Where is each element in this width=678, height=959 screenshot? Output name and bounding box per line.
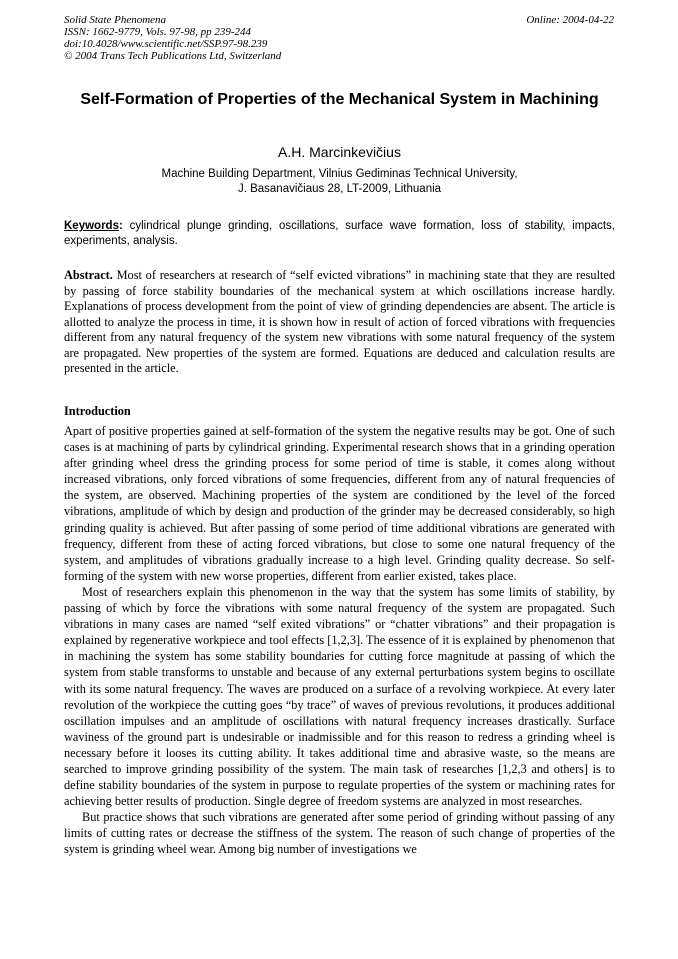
affiliation-line-2: J. Basanavičiaus 28, LT-2009, Lithuania	[237, 183, 442, 195]
abstract-text: Most of researchers at research of “self evicted vibrations” in machining state that they are resulted by passing of force stability boundaries of the mechanical system at which oscillations increase hardly. Explanations of process development from the point of view of grinding dependencies are absent. The article is allotted to analyze the process in time, it is shown how in result of action of forced vibrations with frequencies different from any natural frequency of the system new vibrations with some natural frequency of the system are propagated. New properties of the system are formed. Equations are deduced and calculation results are presented in the article.	[64, 268, 616, 375]
paper-title: Self-Formation of Properties of the Mechanical System in Machining	[80, 91, 599, 108]
introduction-paragraph-2: Most of researchers explain this phenomenon in the way that the system has some limits of stability, by passing of which by force the vibrations with some natural frequency of the system are propagated. Such vibrations in many cases are named “self exited vibrations” or “chatter vibrations” and their propagation is explained by regenerative workpiece and tool effects [1,2,3]. The essence of it is explained by phenomenon that in machining the system has some stability boundaries for cutting force magnitude at passing of which the system from stable transforms to unstable and because of any external perturbations system begins to oscillate with its some natural frequency. The waves are produced on a surface of a revolving workpiece. At every later revolution of the workpiece the cutting goes “by trace” of waves of previous revolutions, it produces additional oscillation impulses and an amplitude of oscillations with natural frequency increases drastically. Surface waviness of the ground part is undesirable or inadmissible and for this reason to redress a grinding wheel is necessary before it looses its cutting ability. It takes additional time and abrasive waste, so the means are searched to improve grinding possibility of the system. The main task of researches [1,2,3 and others] is to define stability boundaries of the system in purpose to regulate properties of the system or machining rates for achieving better results of production. Single degree of freedom systems are analyzed in most researches.	[64, 584, 615, 809]
paper-author: A.H. Marcinkevičius	[278, 144, 401, 160]
introduction-paragraph-3: But practice shows that such vibrations are generated after some period of grinding without passing of any limits of cutting rates or decrease the stiffness of the system. The reason of such change of properties of the system is grinding wheel wear. Among big number of investigations we	[64, 810, 615, 857]
introduction-heading: Introduction	[64, 404, 131, 418]
keywords-text: cylindrical plunge grinding, oscillations, surface wave formation, loss of stability, impacts, experiments, analysis.	[64, 220, 615, 247]
keywords-block: Keywords: cylindrical plunge grinding, oscillations, surface wave formation, loss of stability, impacts, experiments, analysis.	[64, 220, 615, 247]
abstract-label: Abstract.	[64, 268, 113, 282]
journal-issn: ISSN: 1662-9779, Vols. 97-98, pp 239-244	[64, 26, 251, 38]
journal-copyright: © 2004 Trans Tech Publications Ltd, Switzerland	[64, 50, 282, 62]
abstract-block	[64, 268, 615, 377]
journal-doi: doi:10.4028/www.scientific.net/SSP.97-98.239	[64, 38, 268, 50]
introduction-body	[64, 423, 615, 858]
journal-header	[64, 14, 394, 62]
author-affiliation	[64, 167, 615, 197]
introduction-paragraph-1: Apart of positive properties gained at self-formation of the system the negative results may be got. One of such cases is at machining of parts by cylindrical grinding. Experimental research shows that in a grinding operation after grinding wheel dress the grinding process for some period of time is stable, it comes along without increased vibrations, only forced vibrations of some frequencies, different from any of natural frequencies of the system, are observed. Machining properties of the system are conditioned by the level of the forced vibrations, amplitude of which by design and production of the grinder may be decreased considerably, so high grinding quality is achieved. But after passing of some period of time additional vibrations are generated with frequency, different from these of acting forced vibrations, but close to some one natural frequency of the system, and amplitudes of vibrations gradually increase to a high level. Grinding quality decrease. So self-forming of the system with new worse properties, different from earlier existed, takes place.	[64, 424, 615, 583]
online-date: Online: 2004-04-22	[526, 14, 614, 26]
keywords-label: Keywords	[64, 220, 119, 232]
journal-name: Solid State Phenomena	[64, 14, 167, 26]
affiliation-line-1: Machine Building Department, Vilnius Gediminas Technical University,	[161, 168, 518, 180]
